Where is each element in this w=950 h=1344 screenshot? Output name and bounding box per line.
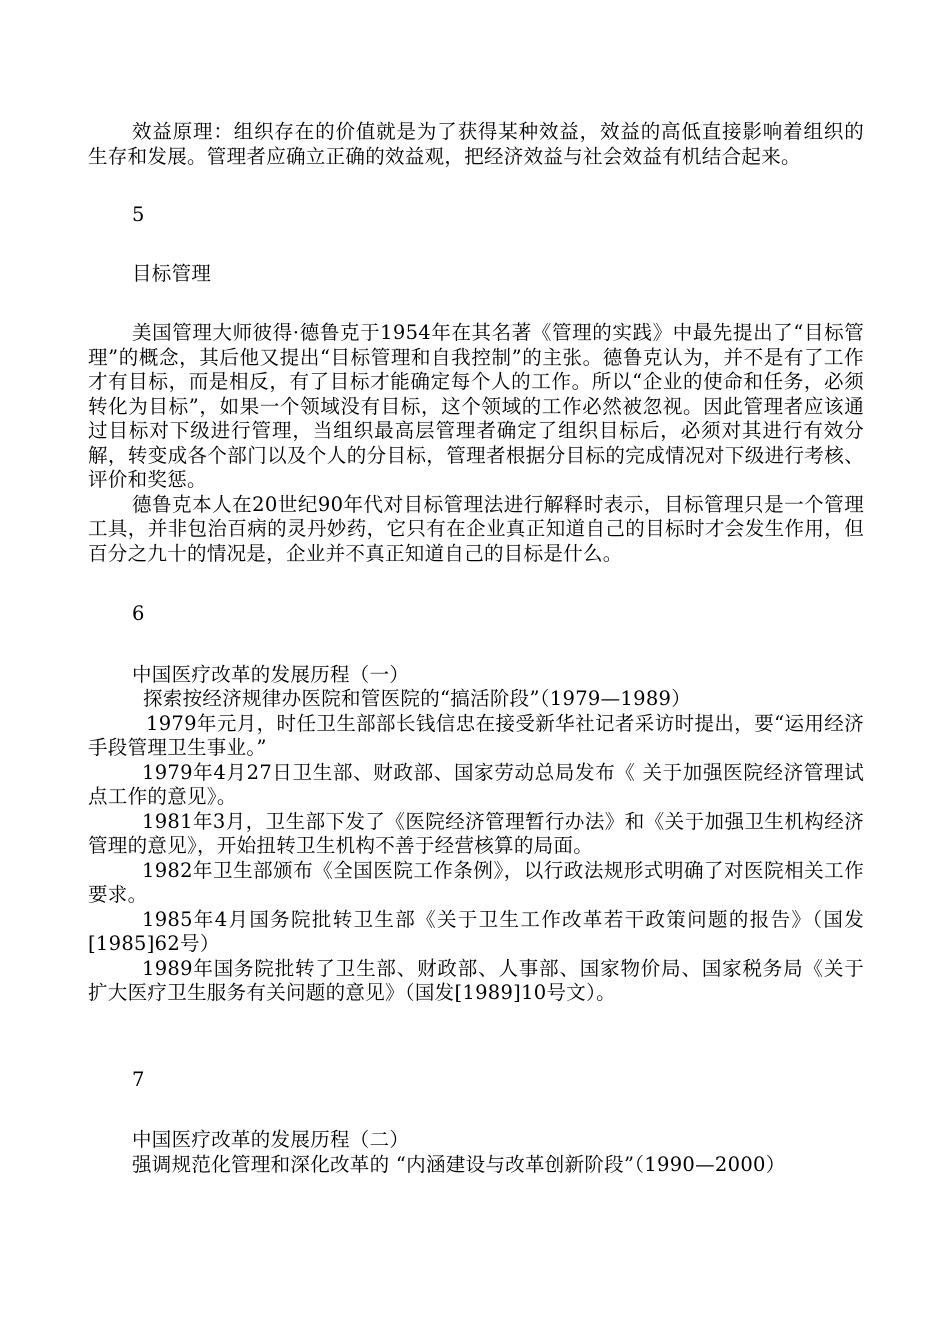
section-title-objective-management: 目标管理 [132, 261, 212, 285]
section-title-reform-history-2: 中国医疗改革的发展历程（二） [132, 1128, 410, 1151]
spacer [88, 228, 864, 262]
spacer [88, 566, 864, 602]
document-page [88, 120, 864, 1177]
section-title-reform-history-1: 中国医疗改革的发展历程（一） [132, 662, 410, 686]
reform-item-1979-january: 1979年元月，时任卫生部部长钱信忠在接受新华社记者采访时提出，要“运用经济手段管理卫生事业。” [88, 711, 864, 759]
slide-number-5: 5 [132, 203, 145, 226]
benefit-principle-paragraph: 效益原理：组织存在的价值就是为了获得某种效益，效益的高低直接影响着组织的生存和发展。管理者应确立正确的效益观，把经济效益与社会效益有机结合起来。 [88, 120, 864, 168]
reform-item-1985: 1985年4月国务院批转卫生部《关于卫生工作改革若干政策问题的报告》（国发[1985]62号） [88, 907, 864, 955]
spacer [88, 286, 864, 321]
spacer [88, 169, 864, 203]
spacer [88, 1092, 864, 1128]
spacer [88, 627, 864, 663]
slide-number-6: 6 [132, 602, 145, 625]
drucker-paragraph-2: 德鲁克本人在20世纪90年代对目标管理法进行解释时表示，目标管理只是一个管理工具，并非包治百病的灵丹妙药，它只有在企业真正知道自己的目标时才会发生作用，但百分之九十的情况是，企业并不真正知道自己的目标是什么。 [88, 492, 864, 565]
spacer [88, 1006, 864, 1068]
section-subtitle-reform-stage-2: 强调规范化管理和深化改革的 “内涵建设与改革创新阶段”（1990—2000） [132, 1152, 786, 1176]
reform-item-1979-april: 1979年4月27日卫生部、财政部、国家劳动总局发布《 关于加强医院经济管理试点工作的意见》。 [88, 760, 864, 808]
section-subtitle-reform-stage-1: 探索按经济规律办医院和管医院的“搞活阶段”（1979—1989） [143, 687, 692, 710]
reform-item-1989: 1989年国务院批转了卫生部、财政部、人事部、国家物价局、国家税务局《关于扩大医疗卫生服务有关问题的意见》（国发[1989]10号文）。 [88, 956, 864, 1004]
reform-item-1981: 1981年3月，卫生部下发了《医院经济管理暂行办法》和《关于加强卫生机构经济管理的意见》，开始扭转卫生机构不善于经营核算的局面。 [88, 809, 864, 857]
drucker-paragraph-1: 美国管理大师彼得·德鲁克于1954年在其名著《管理的实践》中最先提出了“目标管理”的概念，其后他又提出“目标管理和自我控制”的主张。德鲁克认为，并不是有了工作才有目标，而是相反，有了目标才能确定每个人的工作。所以“企业的使命和任务，必须转化为目标”，如果一个领域没有目标，这个领域的工作必然被忽视。因此管理者应该通过目标对下级进行管理，当组织最高层管理者确定了组织目标后，必须对其进行有效分解，转变成各个部门以及个人的分目标，管理者根据分目标的完成情况对下级进行考核、评价和奖惩。 [88, 321, 864, 491]
reform-item-1982: 1982年卫生部颁布《全国医院工作条例》，以行政法规形式明确了对医院相关工作要求。 [88, 858, 864, 906]
slide-number-7: 7 [132, 1067, 145, 1091]
